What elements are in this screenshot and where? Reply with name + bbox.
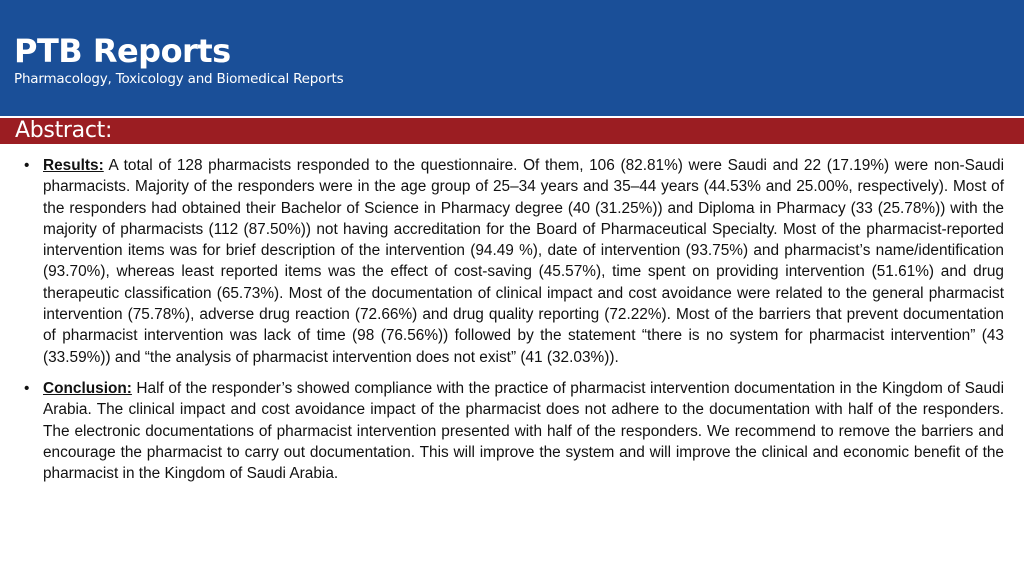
journal-header — [0, 0, 1024, 116]
results-label: Results: — [43, 157, 104, 174]
abstract-body — [24, 155, 1004, 494]
bullet-dot-icon: • — [24, 157, 30, 174]
results-text: A total of 128 pharmacists responded to the questionnaire. Of them, 106 (82.81%) were Saudi and 22 (17.19%) were non-Saudi pharmacists. Majority of the responders were in the age group of 25–34 years and 35–44 years (44.53% and 25.00%, respectively). Most of the responders had obtained their Bachelor of Science in Pharmacy degree (40 (31.25%)) and Diploma in Pharmacy (33 (25.78%)) with the majority of pharmacists (112 (87.50%)) not having accreditation for the Board of Pharmaceutical Specialty. Most of the pharmacist-reported intervention items was for brief description of the intervention (94.49 %), date of intervention (93.75%) and pharmacist’s name/identification (93.70%), whereas least reported items was the effect of cost-saving (45.57%), time spent on providing intervention (51.61%) and drug therapeutic classification (65.73%). Most of the documentation of clinical impact and cost avoidance were related to the general pharmacist intervention (75.78%), adverse drug reaction (72.66%) and drug quality reporting (72.22%). Most of the barriers that prevent documentation of pharmacist intervention was lack of time (98 (76.56%)) followed by the statement “there is no system for pharmacist intervention” (43 (33.59%)) and “the analysis of pharmacist intervention does not exist” (41 (32.03%)). — [43, 157, 1004, 366]
conclusion-label: Conclusion: — [43, 379, 132, 397]
journal-subtitle: Pharmacology, Toxicology and Biomedical Reports — [14, 71, 344, 87]
section-bar — [0, 118, 1024, 144]
conclusion-bullet — [24, 378, 1004, 484]
journal-title: PTB Reports — [14, 32, 231, 70]
bullet-dot-icon: • — [24, 379, 30, 397]
results-bullet — [24, 155, 1004, 368]
section-title: Abstract: — [15, 118, 113, 143]
conclusion-text: Half of the responder’s showed compliance with the practice of pharmacist intervention documentation in the Kingdom of Saudi Arabia. The clinical impact and cost avoidance impact of the pharmacist does not adhere to the documentation with half of the responders. The electronic documentations of pharmacist intervention presented with half of the responders. We recommend to remove the barriers and encourage the pharmacist to carry out documentation. This will improve the system and will improve the clinical and economic benefit of the pharmacist in the Kingdom of Saudi Arabia. — [43, 379, 1004, 483]
